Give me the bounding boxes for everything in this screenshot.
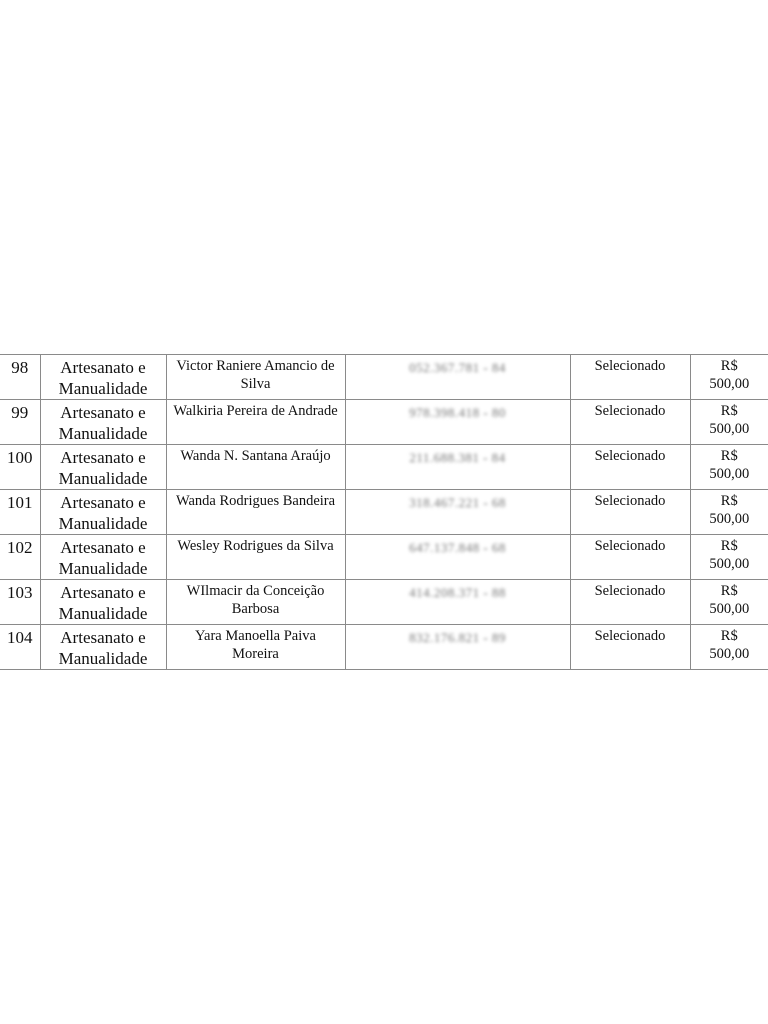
row-status: Selecionado [570, 400, 690, 445]
table-row [0, 580, 768, 625]
row-number: 103 [0, 580, 40, 625]
redacted-cpf: 414.208.371 - 88 [409, 585, 506, 600]
row-status: Selecionado [570, 625, 690, 670]
table-row [0, 535, 768, 580]
row-name: Yara Manoella Paiva Moreira [166, 625, 345, 670]
table-row [0, 355, 768, 400]
table-row [0, 625, 768, 670]
row-category: Artesanato e Manualidade [40, 580, 166, 625]
row-status: Selecionado [570, 445, 690, 490]
row-category: Artesanato e Manualidade [40, 535, 166, 580]
row-category: Artesanato e Manualidade [40, 400, 166, 445]
row-category: Artesanato e Manualidade [40, 625, 166, 670]
row-number: 98 [0, 355, 40, 400]
row-name: WIlmacir da Conceição Barbosa [166, 580, 345, 625]
row-name: Wanda N. Santana Araújo [166, 445, 345, 490]
redacted-cpf: 052.367.781 - 84 [409, 360, 506, 375]
row-status: Selecionado [570, 580, 690, 625]
row-value: R$ 500,00 [690, 625, 768, 670]
row-number: 102 [0, 535, 40, 580]
row-number: 99 [0, 400, 40, 445]
row-cpf [345, 355, 570, 400]
row-number: 101 [0, 490, 40, 535]
row-name: Wesley Rodrigues da Silva [166, 535, 345, 580]
results-table-body [0, 355, 768, 670]
row-status: Selecionado [570, 535, 690, 580]
row-name: Walkiria Pereira de Andrade [166, 400, 345, 445]
row-cpf [345, 580, 570, 625]
row-value: R$ 500,00 [690, 355, 768, 400]
row-cpf [345, 445, 570, 490]
row-cpf [345, 625, 570, 670]
results-table [0, 354, 768, 670]
row-category: Artesanato e Manualidade [40, 490, 166, 535]
row-value: R$ 500,00 [690, 400, 768, 445]
row-cpf [345, 535, 570, 580]
row-value: R$ 500,00 [690, 490, 768, 535]
row-value: R$ 500,00 [690, 580, 768, 625]
row-category: Artesanato e Manualidade [40, 445, 166, 490]
row-name: Wanda Rodrigues Bandeira [166, 490, 345, 535]
row-value: R$ 500,00 [690, 535, 768, 580]
redacted-cpf: 832.176.821 - 89 [409, 630, 506, 645]
redacted-cpf: 647.137.848 - 68 [409, 540, 506, 555]
row-category: Artesanato e Manualidade [40, 355, 166, 400]
redacted-cpf: 318.467.221 - 68 [409, 495, 506, 510]
row-cpf [345, 490, 570, 535]
row-value: R$ 500,00 [690, 445, 768, 490]
table-row [0, 490, 768, 535]
redacted-cpf: 978.398.418 - 80 [409, 405, 506, 420]
table-row [0, 445, 768, 490]
row-number: 104 [0, 625, 40, 670]
row-number: 100 [0, 445, 40, 490]
row-cpf [345, 400, 570, 445]
row-status: Selecionado [570, 355, 690, 400]
redacted-cpf: 211.688.381 - 84 [409, 450, 506, 465]
row-status: Selecionado [570, 490, 690, 535]
table-row [0, 400, 768, 445]
row-name: Victor Raniere Amancio de Silva [166, 355, 345, 400]
